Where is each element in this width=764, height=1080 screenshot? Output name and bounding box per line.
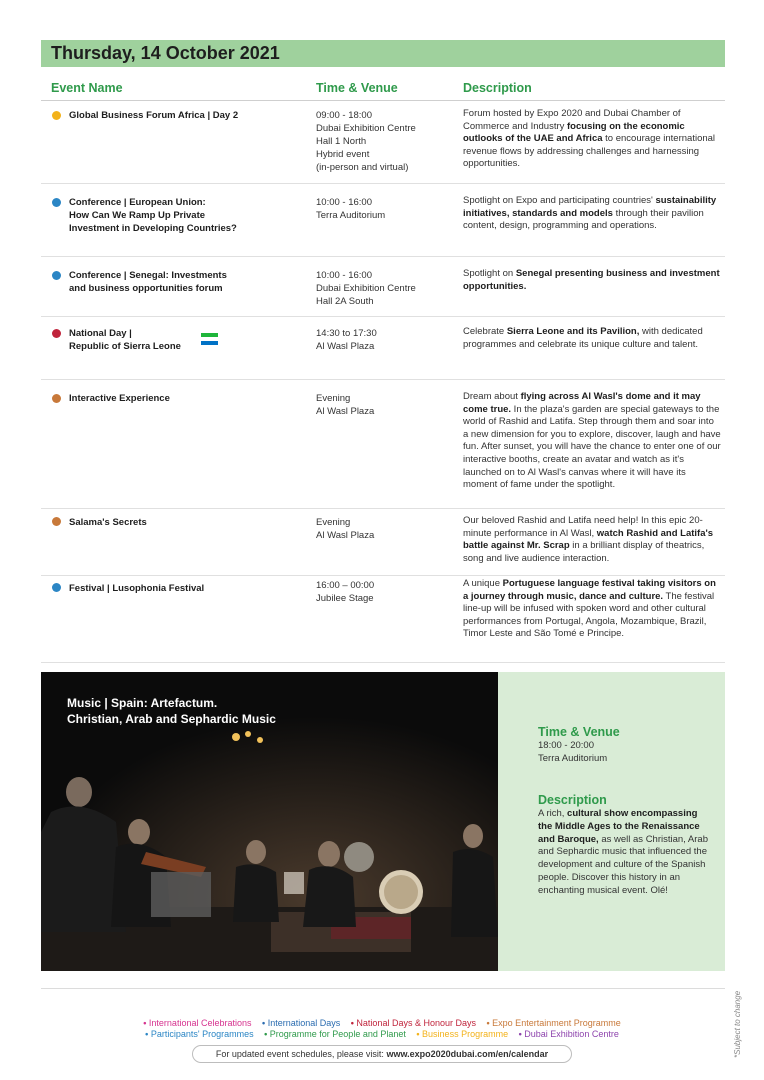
footer-divider [41,988,725,989]
feature-details-panel [498,672,725,971]
legend-dot-icon: • [262,1018,266,1028]
event-description: Spotlight on Expo and participating countries' sustainability initiatives, standards and models through their pavilion content, design, programming and operations. [463,195,717,232]
legend-item [519,1029,619,1039]
calendar-link[interactable]: www.expo2020dubai.com/en/calendar [386,1049,549,1059]
feature-time-heading: Time & Venue [538,725,620,739]
table-row [41,101,725,184]
category-dot-icon [52,583,61,592]
legend-label: Participants' Programmes [150,1029,254,1039]
legend-item [143,1018,251,1028]
category-dot-icon [52,394,61,403]
sierra-leone-flag-icon [201,333,218,345]
legend-item [145,1029,253,1039]
event-description: Forum hosted by Expo 2020 and Dubai Chamber of Commerce and Industry focusing on the economic outlooks of the UAE and Africa to encourage international revenue flows by addressing challenges and harnessing opportunities. [463,108,716,170]
table-row [41,184,725,257]
event-description: Dream about flying across Al Wasl's dome and it may come true. In the plaza's garden are special gateways to the world of Rashid and Latifa. Step through them and soar into a new dimension for you to explore, discover, laugh and have fun. After sunset, you will have the chance to enter one of our interactive booths, create an avatar and watch as it's launched on to Al Wasl's canvas where it will have its moment of fame under the spotlight. [463,391,721,491]
category-legend-row-2 [0,1029,764,1039]
legend-dot-icon: • [145,1029,149,1039]
category-dot-icon [52,271,61,280]
subject-to-change-note: *Subject to change [733,990,742,1058]
event-description: Our beloved Rashid and Latifa need help! In this epic 20-minute performance in Al Wasl, watch Rashid and Latifa's battle against Mr. Scrap in a brilliant display of theatrics, song and live audience interaction. [463,515,714,564]
legend-label: Programme for People and Planet [269,1029,406,1039]
feature-time-venue: 18:00 - 20:00 Terra Auditorium [538,740,608,764]
category-legend-row-1 [0,1018,764,1028]
event-time-venue: Evening Al Wasl Plaza [316,517,375,541]
event-description: Celebrate Sierra Leone and its Pavilion, with dedicated programmes and celebrate its unique culture and talent. [463,326,703,350]
page-title: Thursday, 14 October 2021 [51,43,280,63]
legend-label: National Days & Honour Days [356,1018,476,1028]
legend-item [262,1018,340,1028]
event-description: A unique Portuguese language festival taking visitors on a journey through music, dance and culture. The festival line-up will be infused with spoken word and other cultural performances from Portugal, Angola, Mozambique, Brazil, Timor Leste and São Tomé e Principe. [463,578,716,640]
day-header [41,40,725,67]
legend-dot-icon: • [416,1029,420,1039]
event-name: Conference | European Union: How Can We Ramp Up Private Investment in Developing Countries? [69,197,237,234]
event-time-venue: 10:00 - 16:00 Dubai Exhibition Centre Hall 2A South [316,270,416,307]
event-name: Festival | Lusophonia Festival [69,583,205,594]
legend-dot-icon: • [350,1018,354,1028]
feature-description-heading: Description [538,793,607,807]
event-time-venue: 16:00 – 00:00 Jubilee Stage [316,580,375,604]
legend-label: Dubai Exhibition Centre [524,1029,619,1039]
event-name: Global Business Forum Africa | Day 2 [69,110,239,121]
category-dot-icon [52,111,61,120]
category-dot-icon [52,329,61,338]
legend-item [487,1018,621,1028]
event-time-venue: Evening Al Wasl Plaza [316,393,375,417]
column-header-event: Event Name [51,81,123,95]
table-row [41,576,725,663]
event-name: Interactive Experience [69,393,170,404]
calendar-link-prefix: For updated event schedules, please visit: [215,1049,387,1059]
event-time-venue: 09:00 - 18:00 Dubai Exhibition Centre Hall 1 North Hybrid event (in-person and virtual) [316,110,416,173]
table-row [41,317,725,380]
legend-dot-icon: • [143,1018,147,1028]
event-time-venue: 14:30 to 17:30 Al Wasl Plaza [316,328,377,352]
feature-title: Music | Spain: Artefactum. Christian, Arab and Sephardic Music [67,696,276,726]
table-row [41,257,725,317]
legend-item [351,1018,476,1028]
calendar-link-pill [192,1045,572,1063]
feature-description: A rich, cultural show encompassing the Middle Ages to the Renaissance and Baroque, as well as Christian, Arab and Sephardic music that influenced the development and culture of the Spanish people. Discover this history in an enchanting musical event. Olé! [538,808,708,896]
table-row [41,509,725,576]
category-dot-icon [52,198,61,207]
table-row [41,380,725,509]
event-name: Salama's Secrets [69,517,147,528]
legend-label: International Days [267,1018,341,1028]
legend-item [264,1029,406,1039]
legend-label: International Celebrations [148,1018,252,1028]
event-name: Conference | Senegal: Investments and business opportunities forum [69,270,227,294]
category-dot-icon [52,517,61,526]
legend-dot-icon: • [518,1029,522,1039]
column-header-time: Time & Venue [316,81,398,95]
legend-item [416,1029,508,1039]
event-description: Spotlight on Senegal presenting business and investment opportunities. [463,268,720,292]
legend-dot-icon: • [264,1029,268,1039]
event-time-venue: 10:00 - 16:00 Terra Auditorium [316,197,386,221]
feature-photo [41,672,498,971]
legend-dot-icon: • [486,1018,490,1028]
row-divider [41,662,725,663]
column-header-description: Description [463,81,532,95]
legend-label: Business Programme [422,1029,509,1039]
event-name: National Day | Republic of Sierra Leone [69,328,181,352]
legend-label: Expo Entertainment Programme [492,1018,621,1028]
